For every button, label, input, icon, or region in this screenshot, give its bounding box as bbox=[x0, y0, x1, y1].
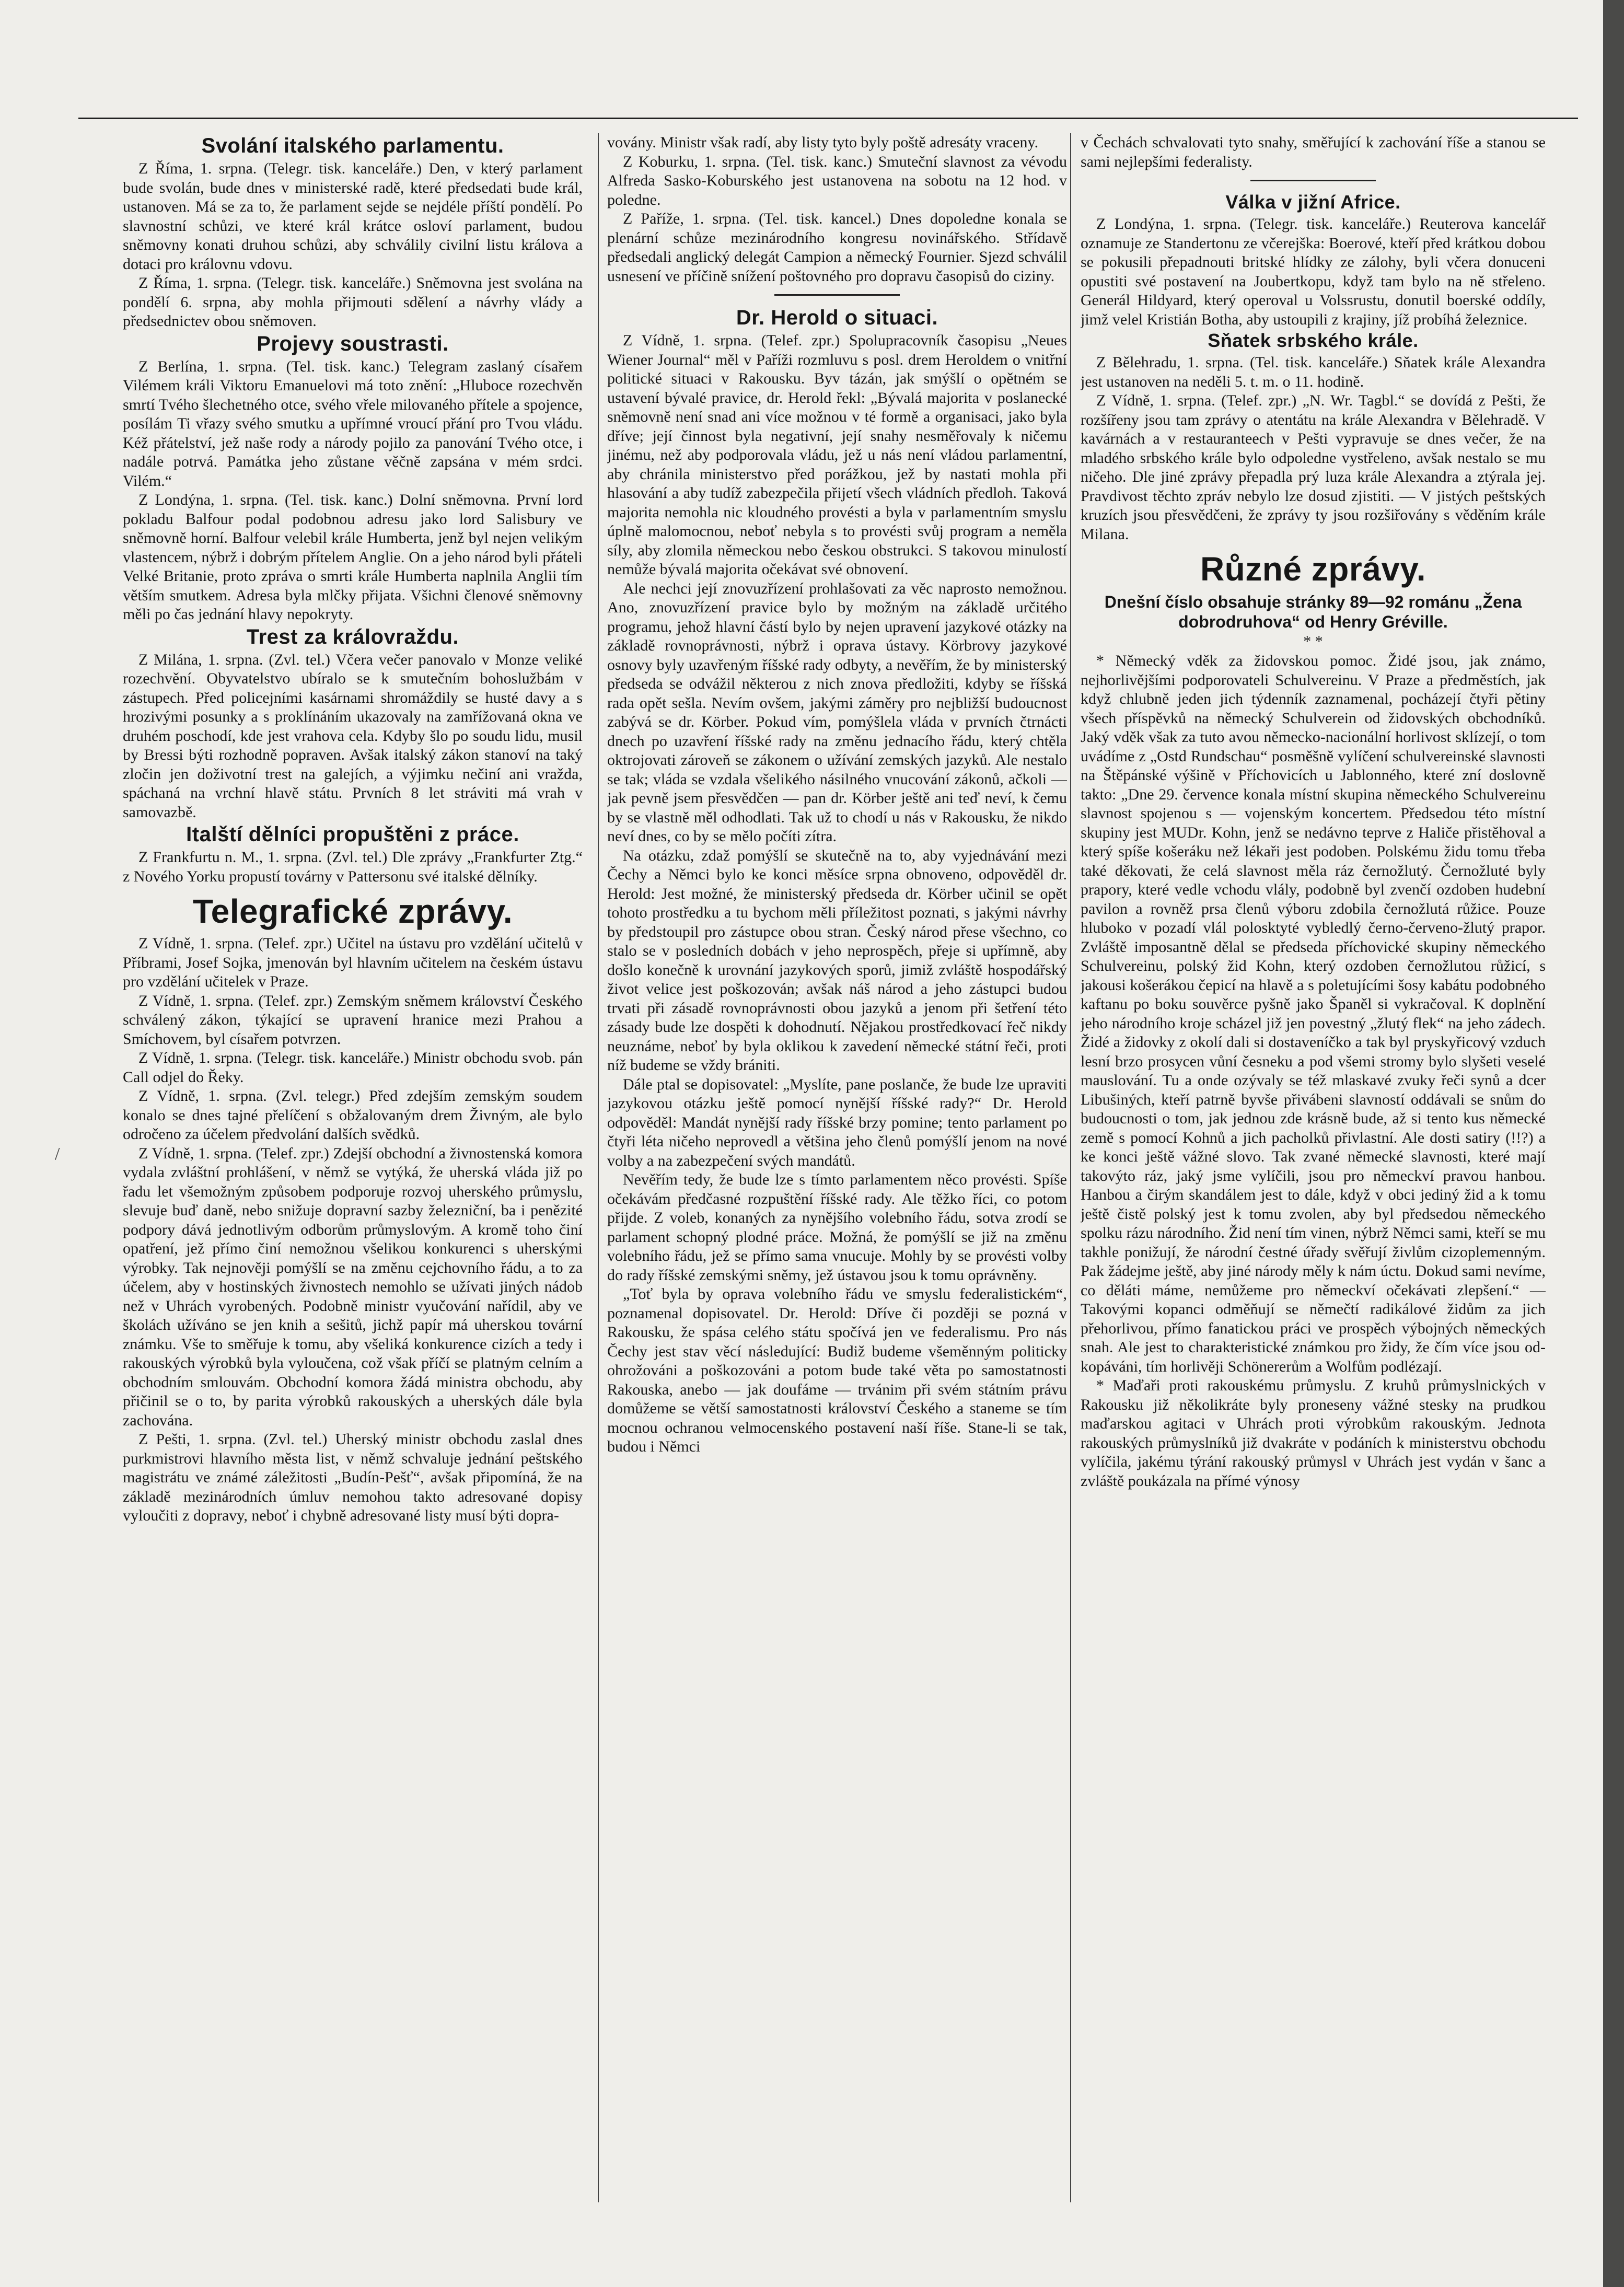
headline-south-africa-war: Válka v jižní Africe. bbox=[1225, 191, 1401, 213]
article-paragraph: Na otázku, zdaž pomýšlí se skutečně na to, aby vyjednávání mezi Čechy a Němci bylo ke konci měsíce srpna obnoveno, odpověděl dr. Herold: Jest možné, že ministerský předseda dr. Körber učinil se opět tohoto prostředku a tu bychom měli příležitost poznati, s jakými návrhy by předstoupil pro zástupce obou stran. Český národ přese všechno, co stalo se v posledních dobách v jeho neprospěch, přeje si upřímně, aby došlo konečně k urovnání jazykových sporů, jimiž zvláště hospodářský život velice jest poškozován; avšak náš národ a jeho zástupci budou trvati při zásadě rovnoprávnosti obou jazyků a jenom při šetření této zásady bude lze dospěti k dohodnutí. Nějakou prostředkovací řeč nikdy neuznáme, neboť by byla oklikou k zavedení německé státní řeči, proti níž budeme se vždy brániti. bbox=[607, 846, 1067, 1074]
separator-rule bbox=[1250, 180, 1376, 181]
article-paragraph: Z Londýna, 1. srpna. (Telegr. tisk. kanceláře.) Reuterova kancelář oznamuje ze Standertonu ze včerejška: Boerové, kteří před krátkou dobou se pokusili přepadnouti britské hlídky ze zálohy, byli včera donuceni opustiti své postavení na Joubertkopu, když tam bylo na ně střeleno. Generál Hildyard, který operoval u Volssrustu, donutil boerské oddíly, jimž velel Kristián Botha, aby ustoupili z krajiny, jíž probíhá železnice. bbox=[1081, 215, 1546, 328]
article-paragraph: Z Vídně, 1. srpna. (Telef. zpr.) Spolupracovník časopisu „Neues Wiener Journal“ měl v Paříži rozmluvu s posl. drem Heroldem o vnitřní politické situaci v Rakousku. Byv tázán, jak smýšlí o opětném se ustavení bývalé pravice, dr. Herold řekl: „Bývalá majorita v poslanecké sněmovně není snad ani více možnou v té formě a organisaci, jako byla dříve; její činnost byla negativní, její snahy nesměřovaly k ničemu jinému, než aby podporovala vládu, jež u nás není vládou parlamentní, aby chránila ministerstvo před porážkou, jež by nastati mohla při hlasování a aby tudíž zabezpečila přijetí všech vládních předloh. Taková majorita nemohla nic kloudného provésti a byla v parlamentním smyslu úplně malomocnou, neboť nebyla s to provésti svůj program a neměla síly, aby zlomila německou nebo českou obstrukci. S takovou minulostí nemůže bývalá majorita očekávat své obnovení. bbox=[607, 332, 1067, 578]
article-paragraph: Z Milána, 1. srpna. (Zvl. tel.) Včera večer panovalo v Monze veliké rozechvění. Obyvatelstvo ubíralo se k smutečním bohoslužbám v zástupech. Před policejními kasárnami shromáždily se husté davy a s hrozivými posunky a s proklínáním ukazovaly na zamřížovaná okna ve druhém poschodí, kde jest vrahova cela. Kdyby šlo po soudu lidu, musil by Bressi býti rozhodně popraven. Avšak italský zákon stanoví na taký zločin jen doživotní trest na galejích, a výjimku nečiní ani vražda, spáchaná na vrchní hlavě státu. Prvních 8 let stráviti má vrah v samovazbě. bbox=[123, 651, 583, 821]
article-paragraph: Z Vídně, 1. srpna. (Telef. zpr.) Učitel na ústavu pro vzdělání učitelů v Příbrami, Josef Sojka, jmenován byl hlavním učitelem na českém ústavu pro vzdělání učitelek v Praze. bbox=[123, 935, 583, 990]
column-divider-1 bbox=[598, 133, 599, 2202]
supplement-notice: Dnešní číslo obsahuje stránky 89—92 románu „Žena dobrodruhova“ od Henry Gréville. bbox=[1104, 593, 1522, 631]
article-paragraph: Nevěřím tedy, že bude lze s tímto parlamentem něco provésti. Spíše očekávám předčasné rozpuštění říšské rady. Ale těžko říci, co potom přijde. Z voleb, konaných za nynějšího volebního řádu, sotva zrodí se parlament schopný plodné práce. Možná, že pomýšlí se již na změnu volebního řádu, jež se přímo sama vnucuje. Mohly by se provésti volby do rady říšské zemskými sněmy, jež ústavou jsou k tomu oprávněny. bbox=[607, 1171, 1067, 1284]
article-paragraph: Z Vídně, 1. srpna. (Zvl. telegr.) Před zdejším zemským soudem konalo se dnes tajné přelíčení s obžalovaným drem Živným, ale bylo odročeno za účelem předvolání dalších svědků. bbox=[123, 1087, 583, 1143]
scan-edge bbox=[1603, 0, 1624, 2287]
article-paragraph: Z Říma, 1. srpna. (Telegr. tisk. kanceláře.) Sněmovna jest svolána na pondělí 6. srpna, aby mohla přijmouti sdělení a návrhy vlády a předsednictev obou sněmoven. bbox=[123, 274, 583, 330]
headline-regicide-punishment: Trest za královraždu. bbox=[246, 625, 459, 648]
article-paragraph: Z Vídně, 1. srpna. (Telef. zpr.) Zemským sněmem království Českého schválený zákon, týkající se upravení hranice mezi Prahou a Smíchovem, byl císařem potvrzen. bbox=[123, 992, 583, 1048]
headline-italy-parliament: Svolání italského parlamentu. bbox=[201, 134, 504, 157]
section-title-telegraphic-news: Telegrafické zprávy. bbox=[192, 892, 513, 930]
article-paragraph: Z Londýna, 1. srpna. (Tel. tisk. kanc.) Dolní sněmovna. První lord pokladu Balfour podal podobnou adresu jako lord Salisbury ve sněmovně horní. Balfour velebil krále Humberta, jenž byl nejen velikým vlastencem, nýbrž i dobrým přítelem Anglie. On a jeho národ byli přáteli Velké Britanie, proto zpráva o smrti krále Humberta naplnila Anglii tím větším smutkem. Adresa byla mlčky přijata. Všichni členové sněmovny měli po čas jednání hlavy nepokryty. bbox=[123, 491, 583, 623]
article-paragraph: Z Vídně, 1. srpna. (Telef. zpr.) Zdejší obchodní a živnostenská komora vydala zvláštní prohlášení, v němž se vytýká, že uherská vláda již po řadu let všemožným způsobem podporuje rozvoj uherského průmyslu, slevuje buď daně, nebo snižuje dopravní sazby železniční, ba i penězité podpory dává jednotlivým odborům průmyslovým. A kromě toho činí opatření, jež přímo činí nemožnou všelikou konkurenci s uherskými výrobky. Tak nejnověji pomýšlí se na změnu cejchovního řádu, a to za účelem, aby v hostinských živnostech nemohlo se užívati jiných nádob než v Uhrách vyrobených. Podobně ministr vyučování nařídil, aby ve školách užíváno se jen knih a sešitů, jichž papír má uherskou tovární známku. Vše to směřuje k tomu, aby všeliká konkurence cizích a tedy i rakouských výrobků byla vyloučena, což však příčí se platným celním a obchodním smlouvám. Obchodní komora žádá ministra obchodu, aby přičinil se o to, by parita výrobků rakouských a uherských dále byla zachována. bbox=[123, 1144, 583, 1429]
article-paragraph: * Německý vděk za židovskou pomoc. Židé jsou, jak známo, nejhorlivějšími podporovateli Schulvereinu. V Praze a předměstích, jak když chlubně jeden jich týdenník zaznamenal, pocházejí čtyři pětiny všech příspěvků na německý Schulverein od židovských obchodníků. Jaký vděk však za tuto avou německo-nacionální horlivost sklízejí, o tom uvádíme z „Ostd Rundschau“ posměšně vylíčení schulvereinské slavnosti na Štěpánské výšině v Příchovicích u Jablonného, které zní doslovně takto: „Dne 29. července konala místní skupina německého Schulvereinu slavnost spojenou s — vojenským koncertem. Předsedou této místní skupiny jest MUDr. Kohn, jenž se nedávno teprve z Haliče přistěhoval a který spíše košeráku než lékaři jest podoben. Polskému židu tomu třeba také děkovati, že celá slavnost měla ráz černožlutý. Černožluté byly prapory, které vedle vchodu vlály, podobně byl zvenčí ozdoben hudební pavilon a rovněž prsa členů výboru zdobila černožlutá růžice. Pouze hluboko v pozadí vlál polosktyté vybledlý černo-červeno-žlutý prapor. Zvláště imposantně dělal se předseda příchovické skupiny německého Schulvereinu, polský žid Kohn, který ozdoben černožlutou růžicí, s jakousi košerákou čepicí na hlavě a s poletujícími šosy kabátu podobného kaftanu po boku souvěrce pyšně jako Španěl si vykračoval. K doplnění jeho národního kroje scházel již jen povestný „žlutý flek“ na jeho zádech. Židé a židovky z okolí dali si dostaveníčko a tak byl pryskyřicový vzduch lesní brzo prosycen vůní česneku a pod všemi stromy bylo slyšeti veselé mauslování. Tu a onde ozývaly se též mlaskavé zvuky řeči synů a dcer Libušiných, kteří patrně byvše přivábeni slavností oddávali se snům do budoucnosti o tom, jak jednou zde krásně bude, až si tento kus německé země s pomocí Kohnů a jich pacholků přivlastní. Ale dosti satiry (!!?) a ke konci ještě vážné slovo. Tak zvané německé slavnosti, které mají takovýto ráz, jaký jsme vylíčili, jsou pro německví pravou hanbou. Hanbou a čirým skandálem jest to dále, když v obci jediný žid a k tomu ještě čistě polský jest k tomu zvolen, aby byl předsedou německého spolku rázu národního. Žid není tím vinen, nýbrž Němci sami, kteří se mu takhle ponižují, že národní čestné úřady svěřují živlům cizoplemenným. Pak žádejme ještě, aby jiné národy měly k nám úctu. Dokud sami nevíme, co děláti máme, nemůžeme pro německví očekávati zlepšení.“ — Takovými kopanci odměňují se němečtí radikálové židům za jich přehorlivou, přímo fanatickou práci ve prospěch výbojných německých snah. Ale jest to charakteristické známkou pro židy, že čím více jsou od-kopáváni, tím horlivěji Schönererům a Wolfům podlézají. bbox=[1081, 652, 1546, 1375]
headline-condolences: Projevy soustrasti. bbox=[257, 332, 449, 355]
top-rule bbox=[78, 118, 1578, 119]
article-continuation: v Čechách schvalovati tyto snahy, směřující k zachování říše a stanou se sami nejlepšími federalisty. bbox=[1081, 134, 1546, 170]
article-paragraph: * Maďaři proti rakouskému průmyslu. Z kruhů průmyslnických v Rakousku již několikráte byly proneseny vážné stesky na prudkou maďarskou agitaci v Uhrách proti výrobkům rakouským. Jednota rakouských průmyslníků již dvakráte v podáních k ministerstvu obchodu vylíčila, jakému týrání rakouský průmysl v Uhrách jest vydán v šanc a zvláště poukázala na přímé výnosy bbox=[1081, 1377, 1546, 1490]
column-2 bbox=[607, 133, 1067, 2255]
headline-serbian-king-wedding: Sňatek srbského krále. bbox=[1208, 330, 1419, 351]
article-paragraph: Z Vídně, 1. srpna. (Telegr. tisk. kanceláře.) Ministr obchodu svob. pán Call odjel do Řeky. bbox=[123, 1049, 583, 1086]
article-paragraph: Z Vídně, 1. srpna. (Telef. zpr.) „N. Wr. Tagbl.“ se dovídá z Pešti, že rozšířeny jsou tam zprávy o atentátu na krále Alexandra v Bělehradě. V kavárnách a v restauranteech v Pešti vypravuje se dnes večer, že na mladého srbského krále bylo odpoledne vystřeleno, avšak nestalo se mu ničeho. Dle jiné zprávy přepadla prý luza krále Alexandra a ztýrala jej. Pravdivost těchto zpráv nebylo lze dosud zjistiti. — V jistých peštských kruzích jsou přesvědčeni, že zprávy ty jsou rozšiřovány s věděním krále Milana. bbox=[1081, 392, 1546, 543]
separator-rule bbox=[774, 294, 900, 296]
article-paragraph: Z Berlína, 1. srpna. (Tel. tisk. kanc.) Telegram zaslaný císařem Vilémem králi Viktoru Emanuelovi má toto znění: „Hluboce rozechvěn smrtí Tvého šlechetného otce, svého vřele milovaného přítele a spojence, posílám Ti vřazy svého smutku a upřímné vroucí přání pro Tvou vládu. Kéž přátelství, jež naše rody a národy pojilo za panování Tvého otce, i nadále potrvá. Památka jeho zůstane věčně zapsána v mém srdci. Vilém.“ bbox=[123, 357, 583, 490]
article-paragraph: Ale nechci její znovuzřízení prohlašovati za věc naprosto nemožnou. Ano, znovuzřízení pravice bylo by možným na základě určitého programu, jehož hlavní částí bylo by nejen upravení jazykové otázky na základě rovnoprávnosti, nýbrž i oprava ústavy. Körbrovy jazykové osnovy byly uzavřeným říšské rady odbyty, a nevěřím, že by ministerský předseda se odvážil některou z nich znova předložiti, kdyby se říšská rada opět sešla. Nevím ovšem, jakými záměry pro nejbližší budoucnost zabývá se dr. Körber. Pokud vím, pomýšlela vláda v prvních čtrnácti dnech po uzavření říšské rady na změnu jednacího řádu, který chtěla oktrojovati zároveň se zákonem o užívání zemských jazyků. Ale nestalo se tak; vláda se vzdala všelikého násilného vnucování zákonů, ačkoli — jak pevně jsem přesvědčen — pan dr. Körber ještě ani teď neví, k čemu by se vlastně měl odhodlati. Tak už to chodí u nás v Rakousku, že nikdo neví dnes, co by se mělo počíti zítra. bbox=[607, 579, 1067, 845]
article-paragraph: Z Paříže, 1. srpna. (Tel. tisk. kancel.) Dnes dopoledne konala se plenární schůze mezinárodního kongresu novinářského. Střídavě předsedali anglický delegát Campion a německý Fournier. Sjezd schválil usnesení ve příčině snížení poštovného pro dopravu časopisů do ciziny. bbox=[607, 210, 1067, 285]
column-3 bbox=[1081, 133, 1546, 2255]
section-stars: * * bbox=[1303, 633, 1323, 650]
article-paragraph: „Toť byla by oprava volebního řádu ve smyslu federalistickém“, poznamenal dopisovatel. Dr. Herold: Dříve či později se pozná v Rakousku, že spása celého státu spočívá jen ve federalismu. Pro nás Čechy jest stav věcí následující: Budiž budeme všeměnným politicky ohrožováni a poškozováni a potom bude také věta po samostatnosti Rakouska, anebo — jak doufáme — trvánim při svém státním právu domůžeme se větší samostatnosti království Českého a staneme se tím mocnou ochranou velmocenského postavení naší říše. Stane-li se tak, budou i Němci bbox=[607, 1285, 1067, 1455]
article-paragraph: Z Frankfurtu n. M., 1. srpna. (Zvl. tel.) Dle zprávy „Frankfurter Ztg.“ z Nového Yorku propustí továrny v Pattersonu své italské dělníky. bbox=[123, 849, 583, 885]
article-paragraph: Z Pešti, 1. srpna. (Zvl. tel.) Uherský ministr obchodu zaslal dnes purkmistrovi hlavního města list, v němž schvaluje jednání peštského magistrátu ve známé záležitosti „Budín-Pešť“, avšak připomíná, že na základě mezinárodních úmluv nemohou takto adresované dopisy vyloučiti z dopravy, neboť i chybně adresované listy musí býti dopra- bbox=[123, 1431, 583, 1524]
article-paragraph: Dále ptal se dopisovatel: „Myslíte, pane poslanče, že bude lze upraviti jazykovou otázku ještě pomocí nynější říšské rady?“ Dr. Herold odpověděl: Mandát nynější rady říšské brzy pomine; tento parlament po čtyři léta ničeho neprovedl a většina jeho členů pomýšlí jenom na nové volby a na zabezpečení svých mandátů. bbox=[607, 1075, 1067, 1169]
margin-mark: / bbox=[55, 1144, 60, 1164]
column-1 bbox=[123, 133, 583, 2255]
column-divider-2 bbox=[1070, 133, 1071, 2202]
article-paragraph: Z Říma, 1. srpna. (Telegr. tisk. kanceláře.) Den, v který parlament bude svolán, bude dnes v ministerské radě, které předsedati bude král, ustanoven. Má se za to, že parlament sejde se nejdéle příští pondělí. Po slavnostní schůzi, ve které král krátce osloví parlament, budou sněmovny konati druhou schůzi, aby schválily civilní listu králova a dotaci pro královnu vdovu. bbox=[123, 160, 583, 273]
headline-dr-herold: Dr. Herold o situaci. bbox=[736, 306, 938, 329]
article-paragraph: Z Koburku, 1. srpna. (Tel. tisk. kanc.) Smuteční slavnost za vévodu Alfreda Sasko-Koburského jest ustanovena na sobotu na 12 hod. v poledne. bbox=[607, 153, 1067, 208]
headline-italian-workers: Italští dělníci propuštěni z práce. bbox=[186, 823, 519, 846]
section-title-various-news: Různé zprávy. bbox=[1200, 550, 1426, 588]
article-paragraph: Z Bělehradu, 1. srpna. (Tel. tisk. kanceláře.) Sňatek krále Alexandra jest ustanoven na neděli 5. t. m. o 11. hodině. bbox=[1081, 354, 1546, 390]
article-continuation: vovány. Ministr však radí, aby listy tyto byly poště adresáty vraceny. bbox=[607, 134, 1039, 151]
